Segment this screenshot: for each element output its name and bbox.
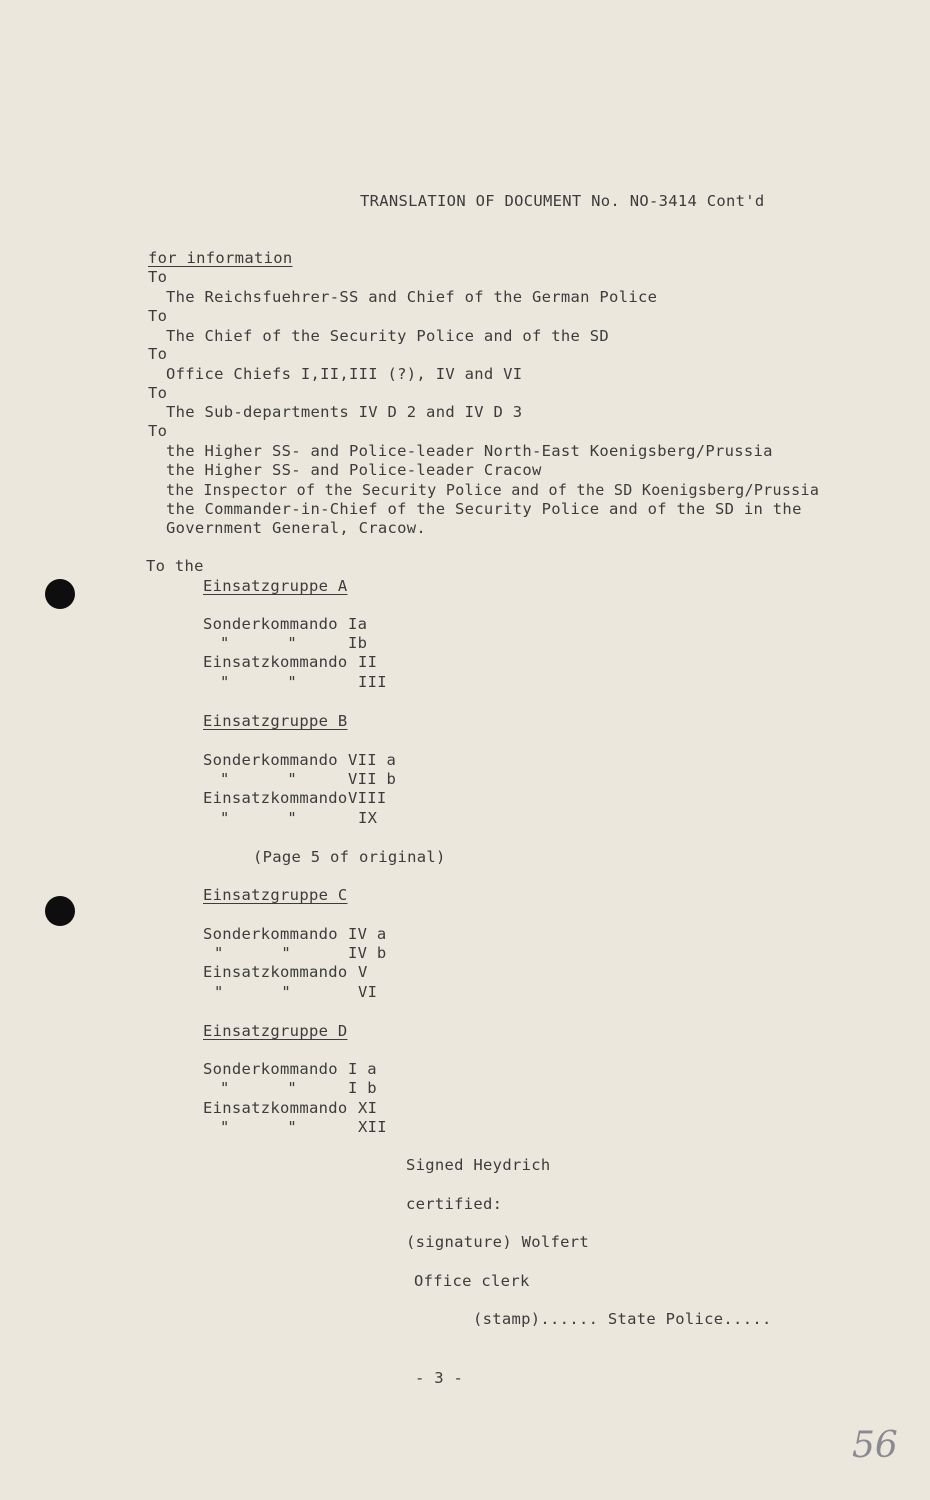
unit-number: XII (358, 1118, 387, 1136)
recipient-line: The Sub-departments IV D 2 and IV D 3 (166, 403, 523, 421)
recipient-line: The Reichsfuehrer-SS and Chief of the German Police (166, 288, 658, 306)
unit-number: I a (348, 1060, 377, 1078)
office-clerk-line: Office clerk (414, 1272, 530, 1290)
ditto-mark: " " (214, 944, 292, 962)
info-heading: for information (148, 249, 293, 267)
unit-name: Sonderkommando (203, 925, 338, 943)
unit-number: IV a (348, 925, 387, 943)
unit-number: III (358, 673, 387, 691)
page-number: - 3 - (415, 1369, 464, 1387)
unit-number: VIII (348, 789, 387, 807)
punch-hole (45, 579, 75, 609)
unit-number: Ia (348, 615, 368, 633)
ditto-mark: " " (220, 770, 298, 788)
group-heading: Einsatzgruppe D (203, 1022, 348, 1040)
unit-number: IV b (348, 944, 387, 962)
group-heading: Einsatzgruppe A (203, 577, 348, 595)
to-the-label: To the (146, 557, 204, 575)
to-label: To (148, 345, 168, 363)
recipient-line: The Chief of the Security Police and of the SD (166, 327, 610, 345)
recipient-line: Office Chiefs I,II,III (?), IV and VI (166, 365, 523, 383)
unit-name: Einsatzkommando (203, 653, 348, 671)
to-label: To (148, 307, 168, 325)
ditto-mark: " " (220, 634, 298, 652)
to-label: To (148, 422, 168, 440)
stamp-line: (stamp)...... State Police..... (473, 1310, 772, 1328)
unit-number: XI (358, 1099, 378, 1117)
unit-number: I b (348, 1079, 377, 1097)
recipient-line: the Higher SS- and Police-leader North-East Koenigsberg/Prussia (166, 442, 773, 460)
document-header: TRANSLATION OF DOCUMENT No. NO-3414 Cont'd (360, 192, 765, 210)
signature-line: (signature) Wolfert (406, 1233, 590, 1251)
unit-name: Einsatzkommando (203, 963, 348, 981)
unit-name: Sonderkommando (203, 1060, 338, 1078)
unit-name: Einsatzkommando (203, 789, 348, 807)
recipient-line: the Commander-in-Chief of the Security Police and of the SD in the (166, 500, 802, 518)
page-note: (Page 5 of original) (253, 848, 446, 866)
handwritten-page-number: 56 (852, 1425, 898, 1466)
ditto-mark: " " (214, 983, 292, 1001)
unit-number: V (358, 963, 368, 981)
to-label: To (148, 384, 168, 402)
group-heading: Einsatzgruppe B (203, 712, 348, 730)
certified-line: certified: (406, 1195, 503, 1213)
unit-number: VII a (348, 751, 397, 769)
unit-number: IX (358, 809, 378, 827)
recipient-line: the Higher SS- and Police-leader Cracow (166, 461, 542, 479)
unit-number: Ib (348, 634, 368, 652)
ditto-mark: " " (220, 809, 298, 827)
unit-name: Sonderkommando (203, 615, 338, 633)
unit-name: Sonderkommando (203, 751, 338, 769)
ditto-mark: " " (220, 673, 298, 691)
signed-line: Signed Heydrich (406, 1156, 551, 1174)
unit-number: VII b (348, 770, 397, 788)
unit-number: VI (358, 983, 378, 1001)
unit-number: II (358, 653, 378, 671)
to-label: To (148, 268, 168, 286)
group-heading: Einsatzgruppe C (203, 886, 348, 904)
recipient-line: the Inspector of the Security Police and of the SD Koenigsberg/Prussia (166, 481, 820, 499)
ditto-mark: " " (220, 1118, 298, 1136)
recipient-line: Government General, Cracow. (166, 519, 427, 537)
punch-hole (45, 896, 75, 926)
unit-name: Einsatzkommando (203, 1099, 348, 1117)
ditto-mark: " " (220, 1079, 298, 1097)
